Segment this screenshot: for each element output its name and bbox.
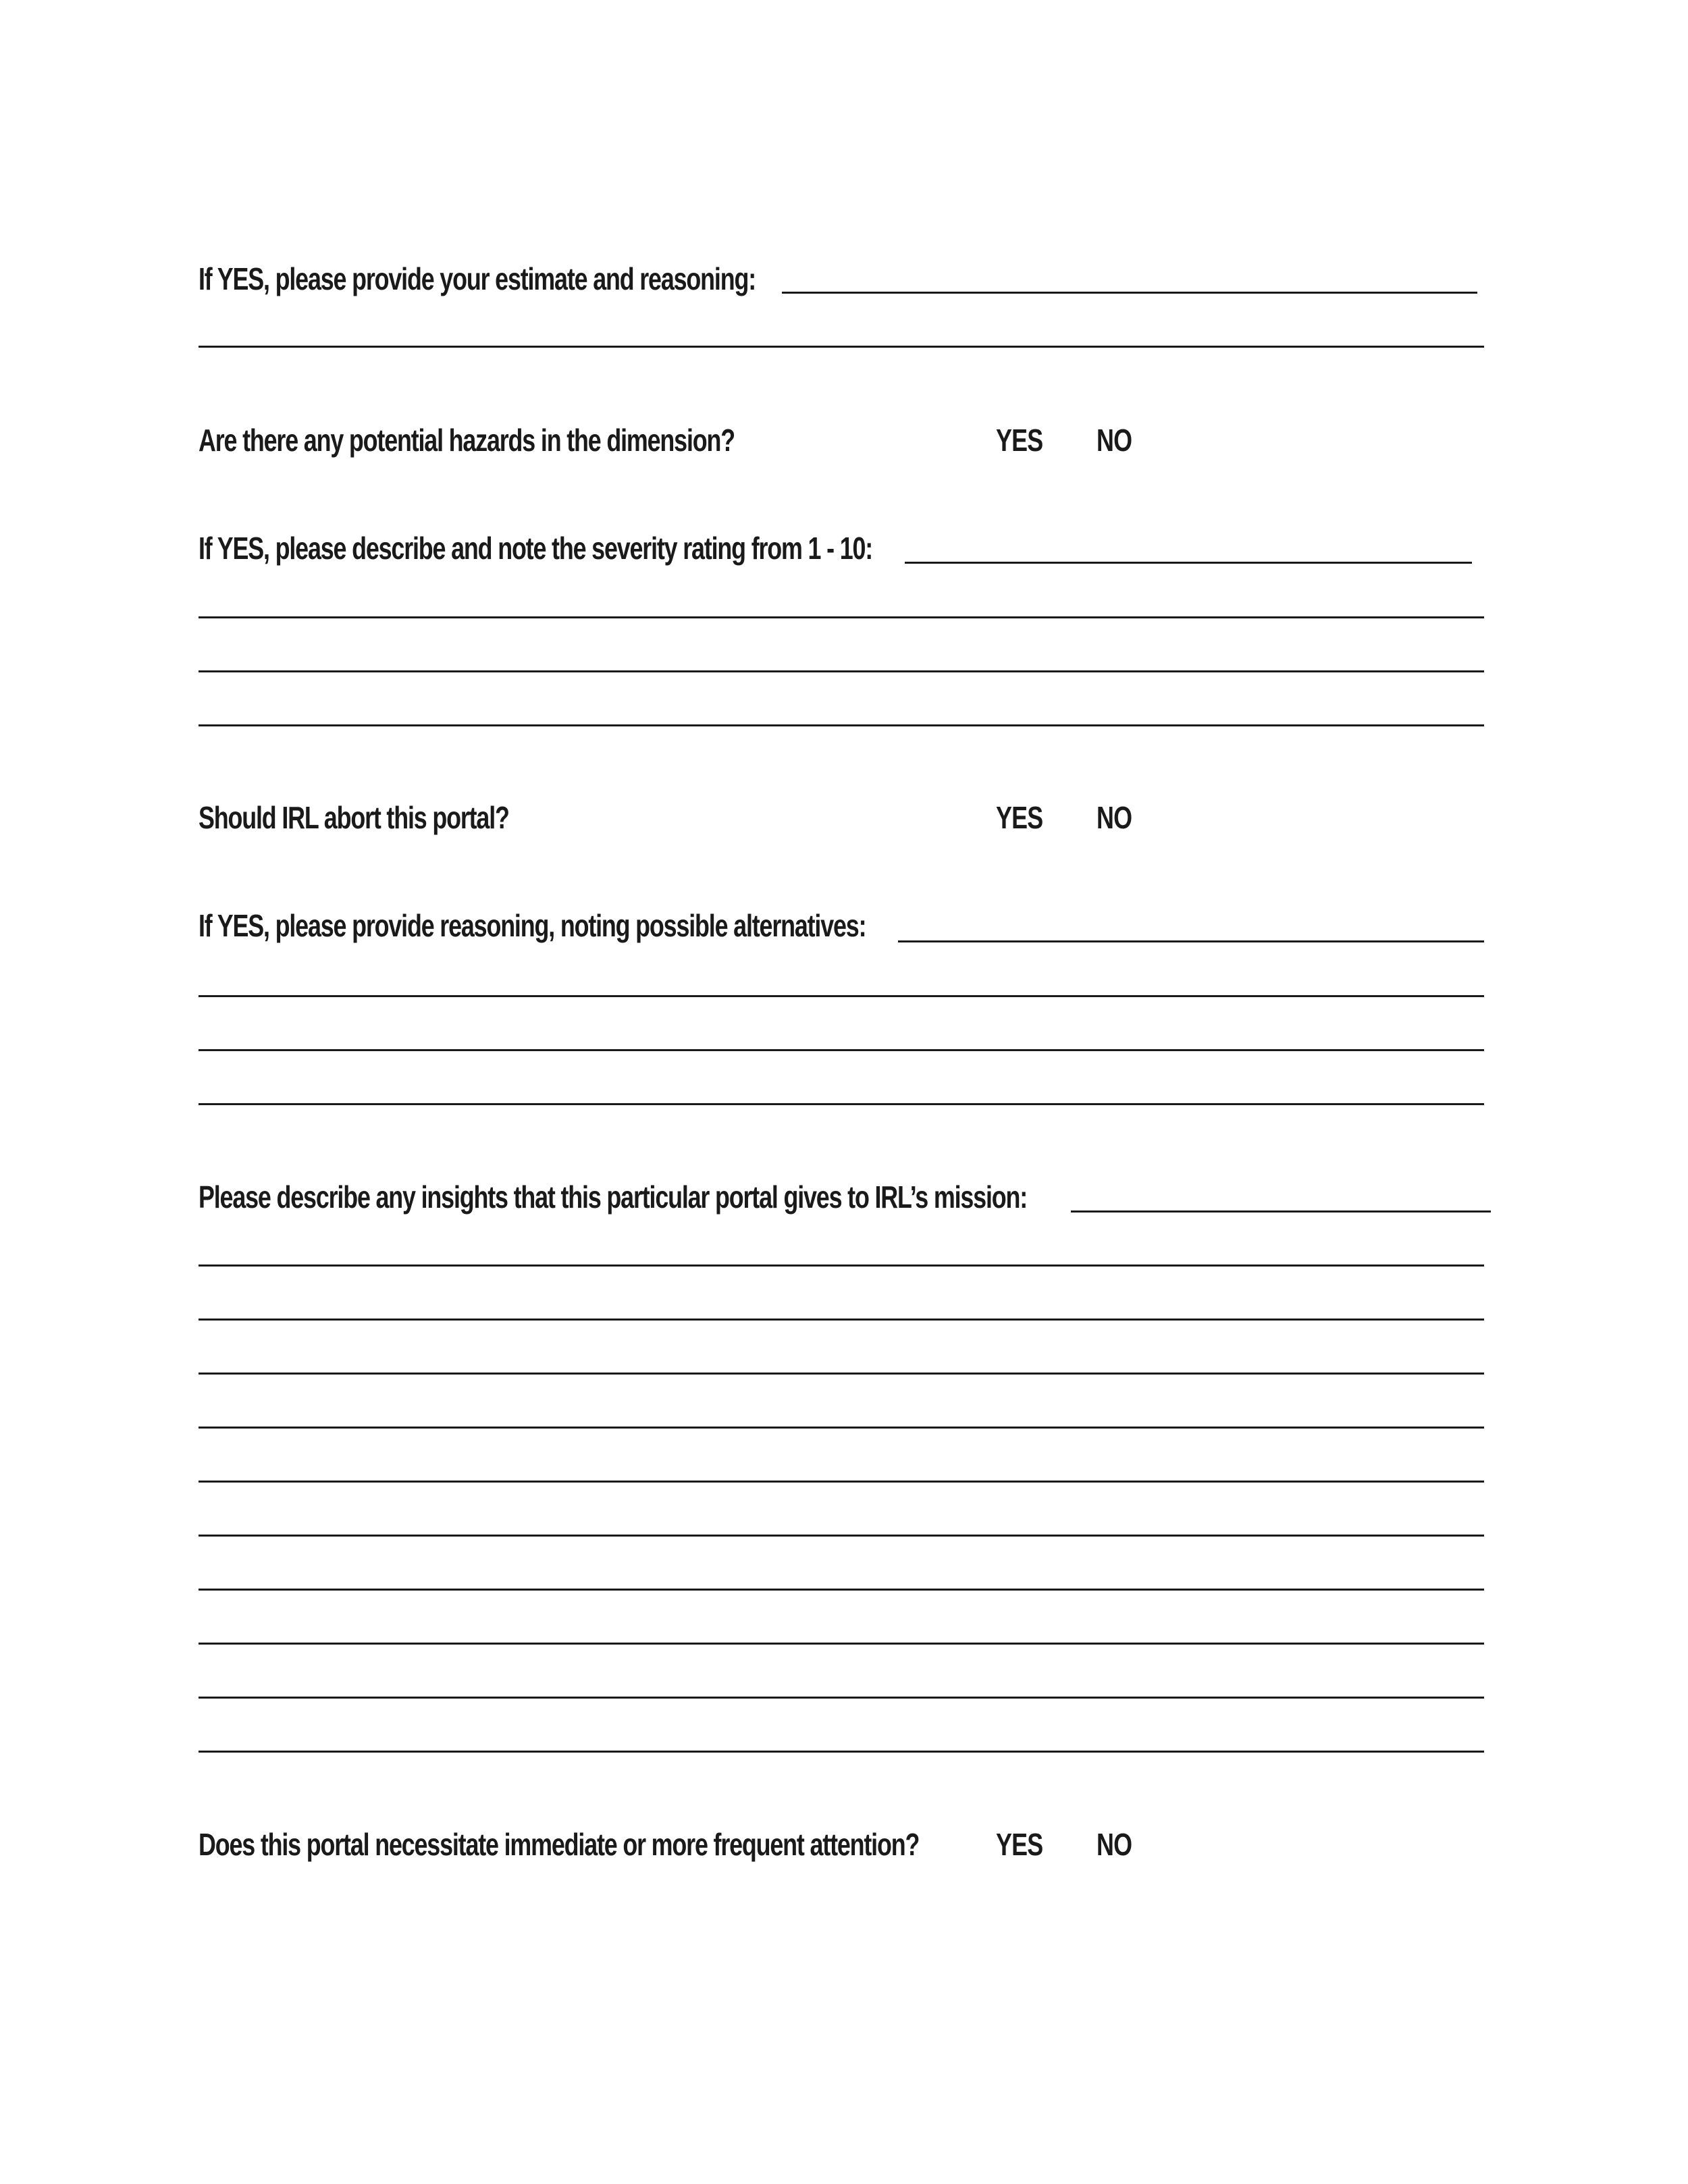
insights-answer-line[interactable] (199, 1264, 1484, 1267)
attention-question: Does this portal necessitate immediate or more frequent attention? (199, 1827, 920, 1862)
alternatives-input-line[interactable] (898, 940, 1484, 942)
attention-no-option[interactable]: NO (1097, 1827, 1132, 1862)
severity-answer-line[interactable] (199, 670, 1484, 672)
estimate-answer-line[interactable] (199, 346, 1484, 348)
alternatives-answer-line[interactable] (199, 1049, 1484, 1051)
insights-answer-line[interactable] (199, 1697, 1484, 1699)
alternatives-answer-line[interactable] (199, 995, 1484, 997)
insights-answer-line[interactable] (199, 1427, 1484, 1429)
insights-answer-line[interactable] (199, 1373, 1484, 1375)
hazards-yes-option[interactable]: YES (996, 423, 1043, 458)
estimate-input-line[interactable] (782, 292, 1477, 294)
hazards-question: Are there any potential hazards in the dimension? (199, 423, 735, 458)
abort-yes-option[interactable]: YES (996, 800, 1043, 835)
insights-answer-line[interactable] (199, 1319, 1484, 1321)
insights-answer-line[interactable] (199, 1643, 1484, 1645)
insights-answer-line[interactable] (199, 1589, 1484, 1591)
abort-no-option[interactable]: NO (1097, 800, 1132, 835)
hazards-no-option[interactable]: NO (1097, 423, 1132, 458)
insights-input-line[interactable] (1071, 1210, 1491, 1213)
severity-answer-line[interactable] (199, 616, 1484, 618)
estimate-prompt: If YES, please provide your estimate and reasoning: (199, 261, 756, 296)
attention-yes-option[interactable]: YES (996, 1827, 1043, 1862)
severity-answer-line[interactable] (199, 724, 1484, 726)
insights-answer-line[interactable] (199, 1751, 1484, 1753)
insights-prompt: Please describe any insights that this particular portal gives to IRL’s mission: (199, 1179, 1028, 1215)
severity-prompt: If YES, please describe and note the severity rating from 1 - 10: (199, 531, 873, 566)
alternatives-answer-line[interactable] (199, 1103, 1484, 1105)
insights-answer-line[interactable] (199, 1481, 1484, 1483)
alternatives-prompt: If YES, please provide reasoning, noting possible alternatives: (199, 908, 866, 943)
insights-answer-line[interactable] (199, 1535, 1484, 1537)
severity-input-line[interactable] (905, 562, 1472, 564)
abort-question: Should IRL abort this portal? (199, 800, 509, 835)
